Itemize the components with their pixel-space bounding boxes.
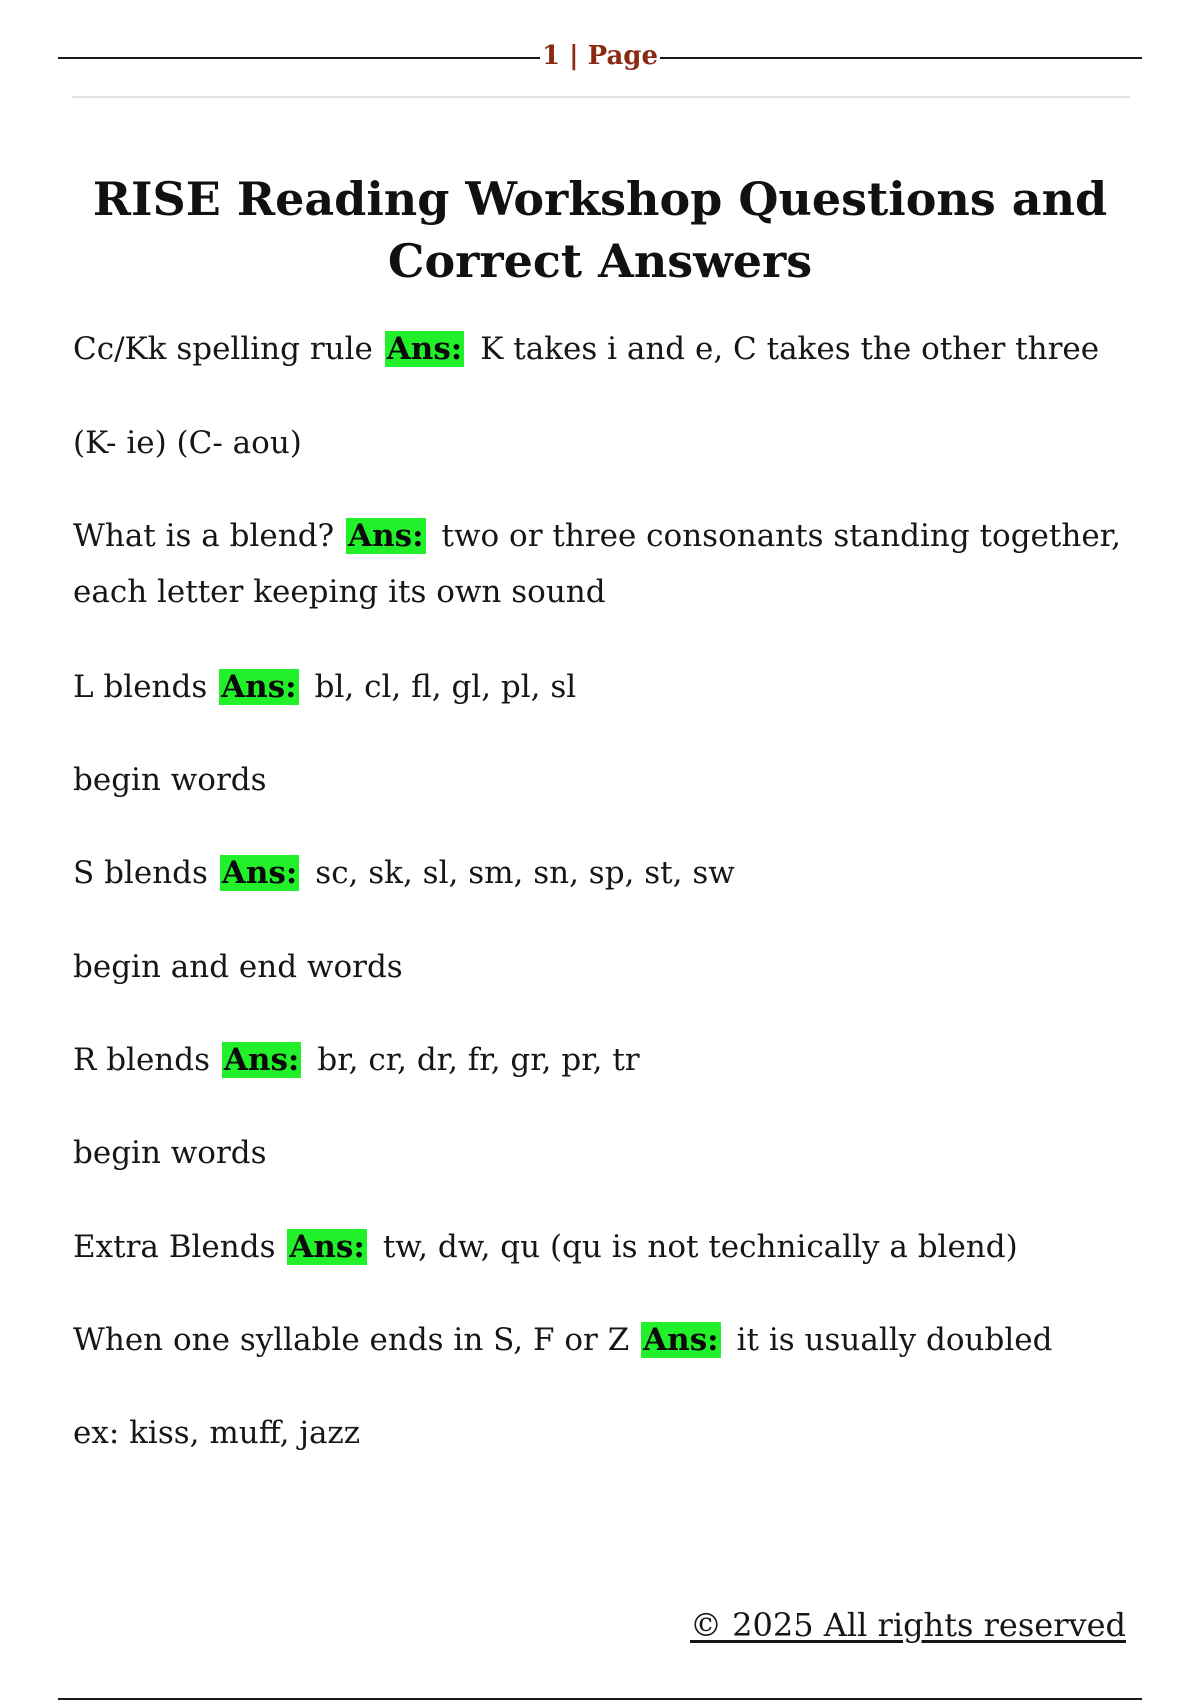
page-number — [0, 36, 1200, 76]
page-title: RISE Reading Workshop Questions and Correct Answers — [92, 172, 1108, 288]
answer-marker: Ans: — [386, 331, 463, 367]
question-text: Extra Blends — [73, 1229, 276, 1265]
answer-marker: Ans: — [643, 1322, 719, 1358]
answer-text: two or three consonants standing together, each letter keeping its own sound — [73, 518, 1121, 610]
question-text: S blends — [73, 855, 208, 891]
note-line: (K- ie) (C- aou) — [73, 425, 302, 461]
question-text: L blends — [73, 669, 208, 705]
page-number-label: 1 | Page — [541, 41, 659, 71]
qa-item-r-blends — [73, 1032, 1133, 1088]
answer-marker: Ans: — [348, 518, 424, 554]
answer-text: br, cr, dr, fr, gr, pr, tr — [317, 1042, 640, 1078]
note-line: ex: kiss, muff, jazz — [73, 1415, 361, 1451]
answer-text: bl, cl, fl, gl, pl, sl — [314, 669, 577, 705]
header-divider — [72, 96, 1130, 98]
qa-item-blend — [73, 508, 1133, 620]
qa-item-cc-kk — [73, 321, 1133, 377]
answer-text: it is usually doubled — [736, 1322, 1053, 1358]
note-line: begin and end words — [73, 949, 403, 985]
qa-item-s-blends — [73, 845, 1133, 901]
answer-marker: Ans: — [289, 1229, 365, 1265]
answer-text: sc, sk, sl, sm, sn, sp, st, sw — [315, 855, 735, 891]
question-text: When one syllable ends in S, F or Z — [73, 1322, 630, 1358]
answer-text: K takes i and e, C takes the other three — [480, 331, 1100, 367]
answer-marker: Ans: — [223, 1042, 300, 1078]
note-line: begin words — [73, 762, 267, 798]
note-line: begin words — [73, 1135, 267, 1171]
question-text: Cc/Kk spelling rule — [73, 331, 373, 367]
footer-copyright: © 2025 All rights reserved — [690, 1606, 1126, 1644]
question-text: What is a blend? — [73, 518, 335, 554]
answer-text: tw, dw, qu (qu is not technically a blend) — [382, 1229, 1018, 1265]
qa-item-l-blends — [73, 659, 1133, 715]
answer-marker: Ans: — [221, 669, 297, 705]
question-text: R blends — [73, 1042, 211, 1078]
answer-marker: Ans: — [221, 855, 298, 891]
qa-item-sfz-rule — [73, 1312, 1133, 1368]
qa-item-extra-blends — [73, 1219, 1133, 1275]
